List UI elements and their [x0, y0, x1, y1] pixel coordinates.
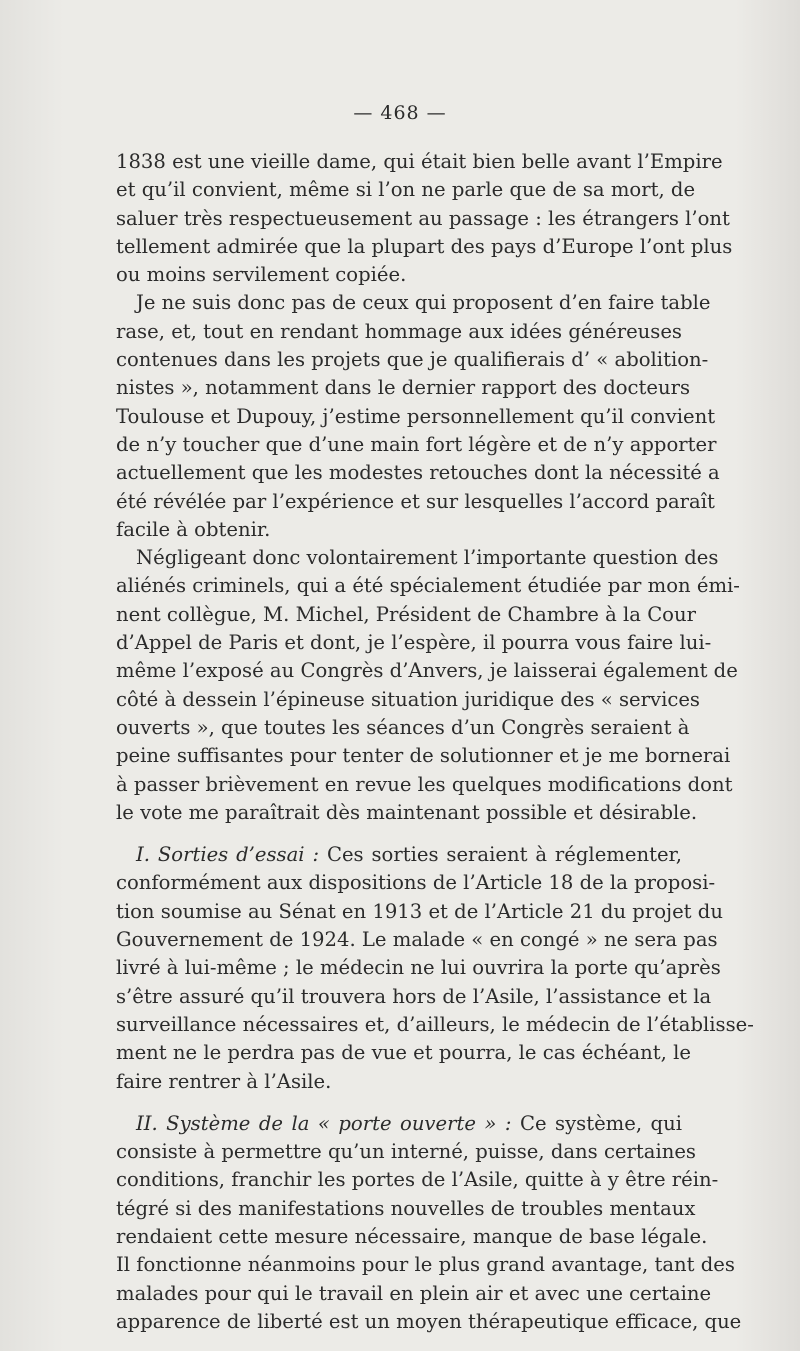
text-line: Toulouse et Dupouy, j’estime personnellement qu’il convient — [116, 404, 716, 428]
text-fragment: Ce système, qui — [511, 1111, 682, 1135]
text-line: contenues dans les projets que je qualifierais d’ « abolition- — [116, 348, 709, 372]
text-line: s’être assuré qu’il trouvera hors de l’Asile, l’assistance et la — [116, 984, 712, 1008]
text-line: aliénés criminels, qui a été spécialement étudiée par mon émi- — [116, 574, 740, 598]
text-line: ouverts », que toutes les séances d’un Congrès seraient à — [116, 715, 690, 739]
paragraph — [116, 1110, 742, 1336]
text-line: tégré si des manifestations nouvelles de troubles mentaux — [116, 1196, 696, 1220]
section-heading: I. Sorties d’essai : — [136, 843, 320, 867]
text-line — [116, 1110, 682, 1138]
text-line: Je ne suis donc pas de ceux qui proposent d’en faire table — [136, 291, 711, 315]
paragraph — [116, 289, 720, 544]
page-number: — 468 — — [353, 102, 447, 124]
text-line: ment ne le perdra pas de vue et pourra, le cas échéant, le — [116, 1041, 691, 1065]
text-line: d’Appel de Paris et dont, je l’espère, il pourra vous faire lui- — [116, 631, 712, 655]
text-line: côté à dessein l’épineuse situation juridique des « services — [116, 687, 700, 711]
text-line — [116, 841, 682, 869]
text-line: 1838 est une vieille dame, qui était bien belle avant l’Empire — [116, 150, 723, 173]
text-fragment: Ces sorties seraient à réglementer, — [319, 843, 682, 867]
text-line: conformément aux dispositions de l’Article 18 de la proposi- — [116, 871, 716, 895]
text-line: Il fonctionne néanmoins pour le plus grand avantage, tant des — [116, 1253, 735, 1277]
text-line: livré à lui-même ; le médecin ne lui ouvrira la porte qu’après — [116, 956, 721, 980]
paragraph — [116, 841, 754, 1096]
text-line: rase, et, tout en rendant hommage aux idées généreuses — [116, 319, 682, 343]
text-line: rendaient cette mesure nécessaire, manque de base légale. — [116, 1224, 708, 1248]
text-line: nent collègue, M. Michel, Président de Chambre à la Cour — [116, 602, 696, 626]
text-line: nistes », notamment dans le dernier rapport des docteurs — [116, 376, 691, 400]
paragraph — [116, 544, 740, 827]
text-line: et qu’il convient, même si l’on ne parle que de sa mort, de — [116, 178, 696, 202]
text-line: tion soumise au Sénat en 1913 et de l’Article 21 du projet du — [116, 899, 723, 923]
text-line: apparence de liberté est un moyen thérapeutique efficace, que — [116, 1309, 742, 1333]
text-line: tellement admirée que la plupart des pays d’Europe l’ont plus — [116, 234, 733, 258]
text-line: Gouvernement de 1924. Le malade « en congé » ne sera pas — [116, 928, 718, 952]
text-line: peine suffisantes pour tenter de solutionner et je me bornerai — [116, 744, 731, 768]
text-line: consiste à permettre qu’un interné, puisse, dans certaines — [116, 1140, 696, 1164]
text-line: saluer très respectueusement au passage : les étrangers l’ont — [116, 206, 730, 230]
text-line: été révélée par l’expérience et sur lesquelles l’accord paraît — [116, 489, 715, 513]
text-line: surveillance nécessaires et, d’ailleurs, le médecin de l’établisse- — [116, 1012, 754, 1036]
text-line: même l’exposé au Congrès d’Anvers, je laisserai également de — [116, 659, 738, 683]
text-line: actuellement que les modestes retouches dont la nécessité a — [116, 461, 720, 485]
text-line: à passer brièvement en revue les quelques modifications dont — [116, 772, 733, 796]
body-text — [116, 148, 754, 1336]
text-line: Négligeant donc volontairement l’importante question des — [136, 546, 719, 570]
text-line: facile à obtenir. — [116, 517, 271, 541]
text-line: faire rentrer à l’Asile. — [116, 1069, 332, 1093]
text-line: ou moins servilement copiée. — [116, 263, 407, 287]
text-line: malades pour qui le travail en plein air et avec une certaine — [116, 1281, 712, 1305]
paragraph — [116, 148, 733, 289]
text-line: de n’y toucher que d’une main fort légère et de n’y apporter — [116, 432, 717, 456]
text-line: le vote me paraîtrait dès maintenant possible et désirable. — [116, 800, 698, 824]
section-heading: II. Système de la « porte ouverte » : — [136, 1111, 512, 1135]
text-line: conditions, franchir les portes de l’Asile, quitte à y être réin- — [116, 1168, 719, 1192]
